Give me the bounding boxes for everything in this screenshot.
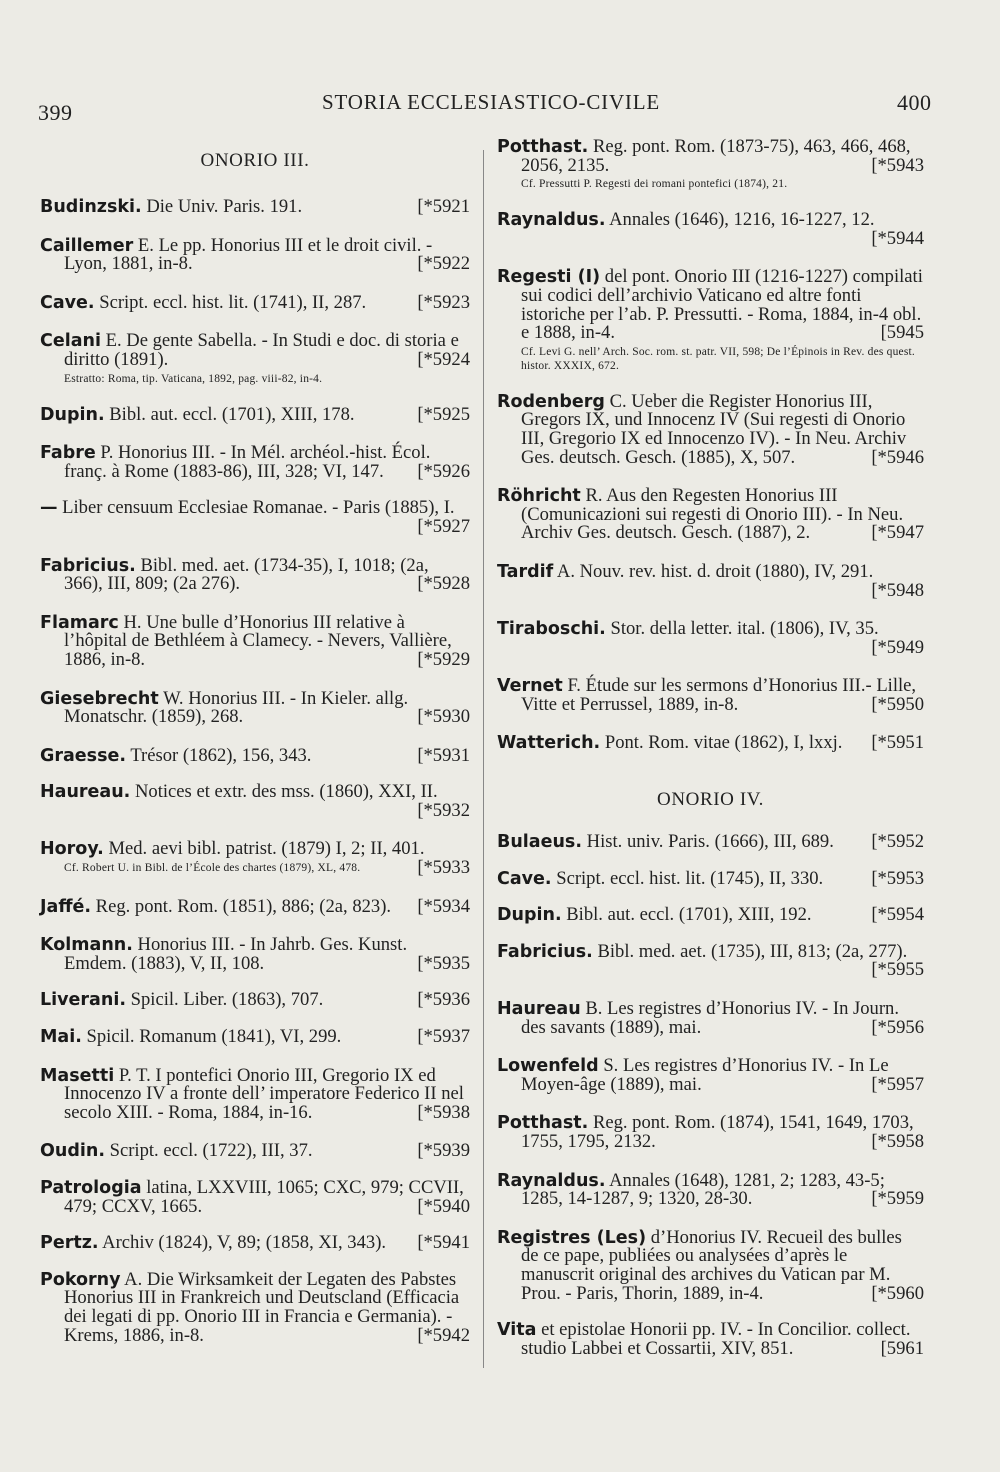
- bibliography-entry: [40, 403, 470, 425]
- entry-citation: Notices et extr. des mss. (1860), XXI, II.: [135, 781, 438, 803]
- entry-citation: A. Die Wirksamkeit der Legaten des Pabstes Honorius III in Frankreich und Deutscland (Efficacia dei legati di pp. Onorio III in Francia e Germania). - Krems, 1886, in-8.: [64, 1268, 460, 1346]
- entry-author: Dupin.: [497, 905, 562, 926]
- bibliography-entry: [40, 783, 470, 820]
- entry-author: Haureau: [497, 999, 581, 1020]
- entry-reference-number: [*5931: [417, 744, 470, 766]
- entry-citation: R. Aus den Regesten Honorius III (Comunicazioni sui regesti di Onorio III). - In Neu. Archiv Ges. deutsch. Gesch. (1887), 2.: [521, 485, 904, 544]
- entry-citation: E. Le pp. Honorius III et le droit civil. - Lyon, 1881, in-8.: [64, 234, 433, 275]
- entry-reference-number: [5961: [880, 1337, 924, 1359]
- bibliography-entry: [497, 487, 924, 543]
- entry-citation: Script. eccl. hist. lit. (1741), II, 287.: [99, 291, 367, 313]
- running-header: [0, 84, 1000, 124]
- entry-reference-number: [*5952: [871, 831, 924, 853]
- entry-citation: Reg. pont. Rom. (1874), 1541, 1649, 1703, 1755, 1795, 2132.: [521, 1112, 914, 1152]
- entry-author: Fabricius.: [40, 555, 136, 576]
- bibliography-entry: [40, 234, 470, 275]
- entry-citation: S. Les registres d’Honorius IV. - In Le Moyen-âge (1889), mai.: [521, 1055, 889, 1095]
- entry-reference-number: [*5951: [871, 732, 924, 754]
- left-page-number: 399: [38, 100, 73, 125]
- entry-author: Vernet: [497, 676, 563, 697]
- section-title-onorio-iii: ONORIO III.: [200, 150, 310, 171]
- bibliography-entry: [497, 1000, 924, 1037]
- entry-citation: d’Honorius IV. Recueil des bulles de ce pape, publiées ou analysées d’après le manuscrit original des archives du Vatican par M. Prou. - Paris, Thorin, 1889, in-4.: [521, 1226, 902, 1304]
- bibliography-entry: [40, 840, 470, 877]
- entry-author: Patrologia: [40, 1178, 142, 1198]
- entry-reference-number: [*5944: [871, 227, 924, 249]
- entry-note: Estratto: Roma, tip. Vaticana, 1892, pag. viii-82, in-4.: [64, 372, 323, 385]
- entry-citation: Archiv (1824), V, 89; (1858, XI, 343).: [102, 1232, 387, 1254]
- bibliography-entry: [497, 833, 924, 852]
- entry-citation: Reg. pont. Rom. (1851), 886; (2a, 823).: [95, 895, 392, 917]
- entry-author: Potthast.: [497, 1113, 589, 1134]
- entry-author: Giesebrecht: [40, 688, 159, 709]
- entry-citation: Spicil. Romanum (1841), VI, 299.: [86, 1026, 342, 1048]
- entry-citation: B. Les registres d’Honorius IV. - In Journ. des savants (1889), mai.: [521, 998, 899, 1038]
- right-page-number: 400: [897, 90, 932, 115]
- bibliography-entry: [497, 268, 924, 372]
- entry-citation: P. T. I pontefici Onorio III, Gregorio IX ed Innocenzo IV a fronte dell’ imperatore Federico II nel secolo XIII. - Roma, 1884, in-16.: [64, 1064, 464, 1123]
- bibliography-entry: [497, 734, 924, 753]
- entry-reference-number: [*5955: [871, 959, 924, 981]
- bibliography-entry: [40, 291, 470, 313]
- entry-author: Potthast.: [497, 137, 589, 157]
- entry-reference-number: [*5948: [871, 579, 924, 601]
- bibliography-entry: [497, 940, 924, 981]
- entry-author: Oudin.: [40, 1141, 105, 1162]
- bibliography-entry: [497, 1321, 924, 1358]
- entry-citation: Bibl. med. aet. (1735), III, 813; (2a, 277).: [597, 940, 908, 962]
- entry-reference-number: [*5924: [417, 348, 470, 370]
- bibliography-entry: [40, 1268, 470, 1346]
- entry-citation: A. Nouv. rev. hist. d. droit (1880), IV, 291.: [556, 560, 874, 582]
- bibliography-entry: [497, 1057, 924, 1094]
- entry-author: Cave.: [497, 868, 552, 889]
- bibliography-entry: [497, 390, 924, 468]
- running-title: STORIA ECCLESIASTICO-CIVILE: [322, 90, 660, 114]
- bibliography-entry: [40, 1028, 470, 1047]
- bibliography-entry: [497, 867, 924, 889]
- entry-citation: E. De gente Sabella. - In Studi e doc. di storia e diritto (1891).: [64, 330, 459, 370]
- entry-reference-number: [*5958: [871, 1131, 924, 1152]
- bibliography-entry: [497, 1226, 924, 1304]
- entry-citation: Reg. pont. Rom. (1873-75), 463, 466, 468, 2056, 2135.: [521, 136, 911, 176]
- entry-reference-number: [*5938: [417, 1101, 470, 1123]
- entry-citation: Pont. Rom. vitae (1862), I, lxxj.: [604, 732, 843, 754]
- entry-author: Mai.: [40, 1027, 82, 1048]
- entry-author: Fabre: [40, 443, 96, 464]
- entry-reference-number: [*5950: [871, 693, 924, 715]
- bibliography-entry: [40, 687, 470, 728]
- entry-reference-number: [*5942: [417, 1324, 470, 1346]
- bibliography-entry: [40, 444, 470, 481]
- entry-author: Regesti (I): [497, 267, 601, 288]
- bibliography-entry: [497, 677, 924, 714]
- entry-citation: Bibl. med. aet. (1734-35), I, 1018; (2a, 366), III, 809; (2a 276).: [64, 554, 429, 595]
- entry-citation: et epistolae Honorii pp. IV. - In Concilior. collect. studio Labbei et Cossartii, XIV, 851.: [521, 1319, 911, 1359]
- entry-reference-number: [*5934: [417, 895, 470, 917]
- bibliography-entry: [497, 1169, 924, 1210]
- bibliography-entry: [40, 936, 470, 973]
- entry-citation: Hist. univ. Paris. (1666), III, 689.: [586, 831, 834, 853]
- bibliography-entry: [40, 611, 470, 670]
- bibliography-entry: [40, 554, 470, 595]
- entry-author: Jaffé.: [40, 896, 92, 917]
- entry-author: Raynaldus.: [497, 210, 606, 231]
- entry-reference-number: [*5947: [871, 522, 924, 544]
- entry-citation: C. Ueber die Register Honorius III, Gregors IX, und Innocenz IV (Sui regesti di Onorio III, Gregorio IX ed Innocenzo IV). - In Neu. Archiv Ges. deutsch. Gesch. (1885), X, 507.: [521, 390, 907, 468]
- bibliography-entry: [40, 744, 470, 766]
- entry-author: Kolmann.: [40, 935, 133, 956]
- entry-reference-number: [*5940: [417, 1195, 470, 1217]
- entry-citation: latina, LXXVIII, 1065; CXC, 979; CCVII, 479; CCXV, 1665.: [64, 1177, 464, 1217]
- bibliography-entry: [40, 991, 470, 1010]
- entry-reference-number: [*5927: [417, 515, 470, 537]
- entry-author: Pokorny: [40, 1269, 121, 1290]
- entry-citation: W. Honorius III. - In Kieler. allg. Monatschr. (1859), 268.: [64, 687, 409, 728]
- section-title-onorio-iv: ONORIO IV.: [657, 789, 764, 811]
- entry-reference-number: [*5936: [417, 989, 470, 1011]
- entry-citation: Bibl. aut. eccl. (1701), XIII, 178.: [109, 403, 355, 425]
- entry-reference-number: [*5943: [871, 154, 924, 176]
- entry-author: Budinzski.: [40, 197, 142, 217]
- entry-citation: Die Univ. Paris. 191.: [146, 196, 303, 217]
- entry-citation: Med. aevi bibl. patrist. (1879) I, 2; II, 401.: [108, 838, 425, 860]
- entry-author: Tiraboschi.: [497, 619, 606, 640]
- entry-author: Haureau.: [40, 782, 131, 803]
- entry-author: Celani: [40, 331, 101, 352]
- entry-citation: Honorius III. - In Jahrb. Ges. Kunst. Emdem. (1883), V, II, 108.: [64, 934, 408, 974]
- entry-note: Cf. Pressutti P. Regesti dei romani pontefici (1874), 21.: [521, 178, 788, 191]
- entry-reference-number: [*5930: [417, 706, 470, 728]
- entry-reference-number: [*5922: [417, 253, 470, 275]
- entry-citation: Trésor (1862), 156, 343.: [130, 744, 312, 766]
- entry-reference-number: [*5937: [417, 1026, 470, 1048]
- bibliography-entry: [40, 895, 470, 917]
- entry-note: Cf. Robert U. in Bibl. de l’École des chartes (1879), XL, 478.: [64, 862, 361, 875]
- entry-citation: Annales (1646), 1216, 16-1227, 12.: [609, 209, 875, 231]
- entry-citation: Bibl. aut. eccl. (1701), XIII, 192.: [566, 904, 812, 926]
- left-column: [40, 150, 470, 1345]
- bibliography-entry: [497, 906, 924, 925]
- entry-author: Pertz.: [40, 1233, 99, 1254]
- bibliography-entry: [497, 138, 924, 191]
- bibliography-entry: [40, 1179, 470, 1216]
- entry-reference-number: [*5925: [417, 403, 470, 425]
- bibliography-entry: [497, 211, 924, 248]
- entry-reference-number: [*5953: [871, 867, 924, 889]
- entry-citation: F. Étude sur les sermons d’Honorius III.- Lille, Vitte et Perrussel, 1889, in-8.: [521, 675, 917, 715]
- bibliography-entry: [497, 560, 924, 601]
- entry-author: Tardif: [497, 561, 554, 582]
- entry-reference-number: [*5941: [417, 1232, 470, 1254]
- entry-reference-number: [*5926: [417, 460, 470, 482]
- entry-reference-number: [*5929: [417, 648, 470, 670]
- entry-author: Rodenberg: [497, 391, 605, 412]
- entry-author: Caillemer: [40, 235, 134, 256]
- entry-citation: Stor. della letter. ital. (1806), IV, 35.: [610, 618, 879, 640]
- entry-author: Lowenfeld: [497, 1056, 599, 1077]
- entry-author: Bulaeus.: [497, 832, 582, 853]
- entry-reference-number: [*5960: [871, 1282, 924, 1304]
- entry-reference-number: [*5957: [871, 1073, 924, 1095]
- bibliography-entry: [40, 499, 470, 536]
- right-column: [497, 138, 924, 1358]
- bibliography-entry: [40, 198, 470, 217]
- entry-reference-number: [*5959: [871, 1188, 924, 1210]
- entry-reference-number: [*5928: [417, 573, 470, 595]
- entry-reference-number: [*5935: [417, 952, 470, 974]
- bibliography-entry: [40, 1142, 470, 1161]
- entry-author: —: [40, 498, 58, 519]
- entry-author: Graesse.: [40, 745, 127, 766]
- entry-reference-number: [*5932: [417, 799, 470, 821]
- entry-author: Registres (Les): [497, 1227, 647, 1248]
- entry-citation: P. Honorius III. - In Mél. archéol.-hist. Écol. franç. à Rome (1883-86), III, 328; VI, 147.: [64, 442, 431, 482]
- entry-citation: Script. eccl. hist. lit. (1745), II, 330.: [556, 867, 824, 889]
- entry-citation: Script. eccl. (1722), III, 37.: [109, 1140, 313, 1162]
- entry-citation: Liber censuum Ecclesiae Romanae. - Paris (1885), I.: [62, 497, 455, 519]
- entry-citation: H. Une bulle d’Honorius III relative à l’hôpital de Bethléem à Clamecy. - Nevers, Vallière, 1886, in-8.: [64, 611, 452, 670]
- entry-reference-number: [*5949: [871, 636, 924, 658]
- entry-author: Vita: [497, 1320, 537, 1341]
- bibliography-entry: [497, 620, 924, 657]
- entry-reference-number: [*5923: [417, 291, 470, 313]
- column-divider: [483, 150, 484, 1368]
- entry-reference-number: [*5956: [871, 1016, 924, 1038]
- bibliography-entry: [40, 1234, 470, 1253]
- entry-reference-number: [*5933: [417, 857, 470, 879]
- bibliography-entry: [497, 1114, 924, 1151]
- entry-author: Masetti: [40, 1065, 115, 1086]
- entry-author: Liverani.: [40, 990, 126, 1011]
- entry-author: Cave.: [40, 292, 95, 313]
- bibliography-entry: [40, 332, 470, 385]
- entry-note: Cf. Levi G. nell’ Arch. Soc. rom. st. patr. VII, 598; De l’Épinois in Rev. des quest. histor. XXXIX, 672.: [521, 345, 915, 372]
- entry-author: Horoy.: [40, 839, 104, 860]
- entry-citation: Annales (1648), 1281, 2; 1283, 43-5; 1285, 14-1287, 9; 1320, 28-30.: [521, 1169, 885, 1210]
- entry-reference-number: [*5939: [417, 1140, 470, 1162]
- entry-author: Röhricht: [497, 486, 581, 507]
- entry-reference-number: [5945: [880, 322, 924, 344]
- entry-author: Fabricius.: [497, 941, 593, 962]
- entry-reference-number: [*5921: [417, 196, 470, 217]
- entry-reference-number: [*5946: [871, 446, 924, 468]
- entry-citation: Spicil. Liber. (1863), 707.: [130, 989, 324, 1011]
- entry-reference-number: [*5954: [871, 904, 924, 926]
- bibliography-entry: [40, 1064, 470, 1123]
- entry-author: Flamarc: [40, 612, 119, 633]
- entry-citation: del pont. Onorio III (1216-1227) compilati sui codici dell’archivio Vaticano ed altre fonti istoriche per l’ab. P. Pressutti. - Roma, 1884, in-4 obl. e 1888, in-4.: [521, 266, 923, 344]
- entry-author: Watterich.: [497, 733, 601, 754]
- entry-author: Raynaldus.: [497, 1170, 606, 1191]
- entry-author: Dupin.: [40, 404, 105, 425]
